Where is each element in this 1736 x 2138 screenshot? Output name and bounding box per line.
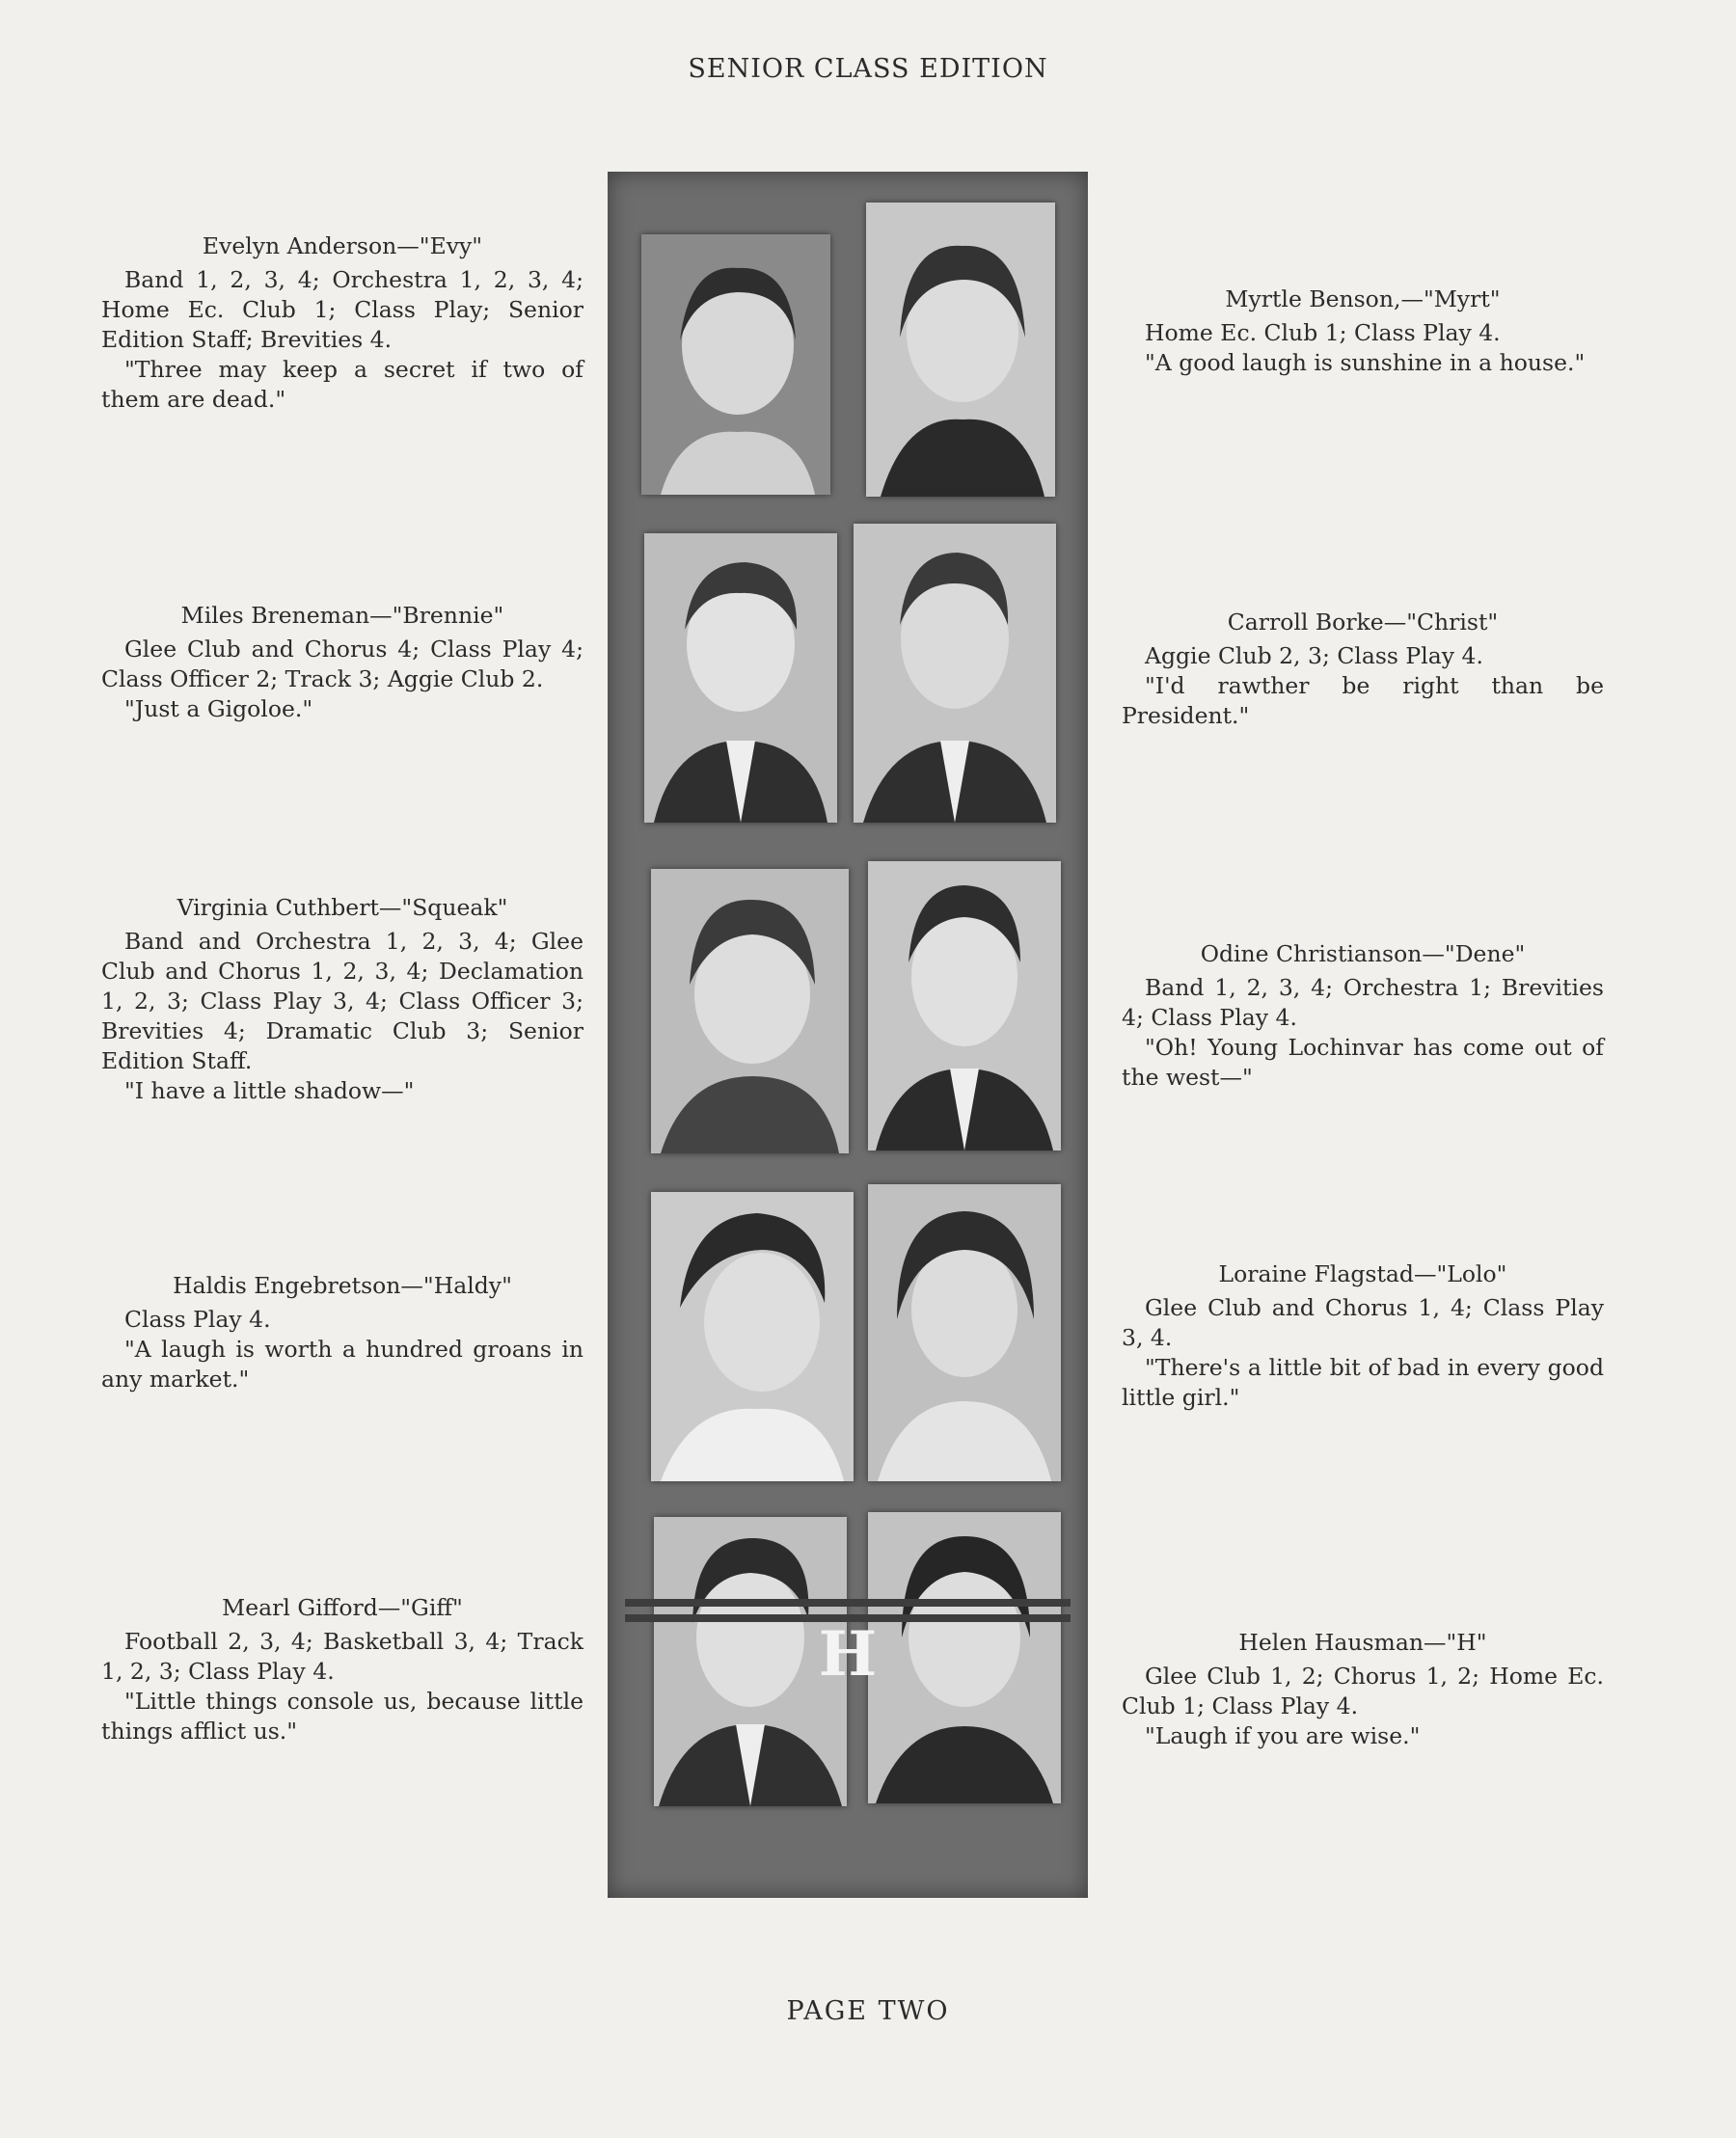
senior-activities: Home Ec. Club 1; Class Play 4. xyxy=(1145,319,1501,346)
senior-bio-miles-breneman xyxy=(101,601,583,724)
senior-quote: "Oh! Young Lochinvar has come out of the west—" xyxy=(1122,1034,1604,1091)
portrait-photo xyxy=(868,1184,1061,1481)
senior-activities: Football 2, 3, 4; Basketball 3, 4; Track 1, 2, 3; Class Play 4. xyxy=(101,1628,583,1685)
senior-bio-carroll-borke xyxy=(1122,608,1604,731)
photo-strip xyxy=(608,172,1088,1898)
senior-bio-mearl-gifford xyxy=(101,1593,583,1746)
strip-border-bar xyxy=(625,1599,1071,1607)
senior-bio-odine-christianson xyxy=(1122,939,1604,1093)
senior-activities: Glee Club and Chorus 1, 4; Class Play 3, 4. xyxy=(1122,1294,1604,1351)
senior-activities: Band 1, 2, 3, 4; Orchestra 1; Brevities 4; Class Play 4. xyxy=(1122,974,1604,1031)
senior-name: Helen Hausman—"H" xyxy=(1238,1629,1487,1656)
senior-name: Miles Breneman—"Brennie" xyxy=(180,602,504,629)
senior-quote: "Little things console us, because little things afflict us." xyxy=(101,1688,583,1745)
portrait-photo xyxy=(651,869,849,1153)
page-footer: PAGE TWO xyxy=(786,1996,950,2026)
senior-quote: "Three may keep a secret if two of them are dead." xyxy=(101,356,583,413)
senior-name: Evelyn Anderson—"Evy" xyxy=(202,232,483,259)
page-header: SENIOR CLASS EDITION xyxy=(688,54,1048,84)
senior-bio-helen-hausman xyxy=(1122,1628,1604,1751)
portrait-photo xyxy=(641,234,830,495)
senior-activities: Band and Orchestra 1, 2, 3, 4; Glee Club and Chorus 1, 2, 3, 4; Declamation 1, 2, 3; Class Play 3, 4; Class Officer 3; Brevities 4; Dramatic Club 3; Senior Edition Staff. xyxy=(101,928,583,1074)
senior-name: Loraine Flagstad—"Lolo" xyxy=(1218,1260,1507,1287)
senior-bio-myrtle-benson xyxy=(1122,284,1604,378)
portrait-photo xyxy=(868,861,1061,1150)
portrait-photo xyxy=(651,1192,854,1481)
senior-quote: "A laugh is worth a hundred groans in any market." xyxy=(101,1336,583,1393)
senior-bio-loraine-flagstad xyxy=(1122,1259,1604,1413)
school-letter-badge: H xyxy=(818,1618,878,1691)
senior-activities: Class Play 4. xyxy=(124,1306,271,1333)
portrait-photo xyxy=(854,524,1056,823)
senior-quote: "Laugh if you are wise." xyxy=(1145,1722,1421,1749)
senior-name: Myrtle Benson,—"Myrt" xyxy=(1225,285,1501,312)
senior-name: Odine Christianson—"Dene" xyxy=(1200,940,1526,967)
portrait-photo xyxy=(644,533,837,823)
portrait-photo xyxy=(866,203,1055,497)
senior-name: Carroll Borke—"Christ" xyxy=(1227,609,1499,636)
senior-quote: "A good laugh is sunshine in a house." xyxy=(1145,349,1586,376)
senior-activities: Aggie Club 2, 3; Class Play 4. xyxy=(1145,642,1483,669)
senior-name: Haldis Engebretson—"Haldy" xyxy=(173,1272,512,1299)
senior-name: Mearl Gifford—"Giff" xyxy=(222,1594,463,1621)
senior-activities: Band 1, 2, 3, 4; Orchestra 1, 2, 3, 4; Home Ec. Club 1; Class Play; Senior Edition Staff; Brevities 4. xyxy=(101,266,583,353)
senior-activities: Glee Club 1, 2; Chorus 1, 2; Home Ec. Club 1; Class Play 4. xyxy=(1122,1663,1604,1719)
senior-bio-virginia-cuthbert xyxy=(101,893,583,1106)
senior-quote: "Just a Gigoloe." xyxy=(124,695,313,722)
senior-quote: "I'd rawther be right than be President." xyxy=(1122,672,1604,729)
senior-name: Virginia Cuthbert—"Squeak" xyxy=(176,894,508,921)
senior-activities: Glee Club and Chorus 4; Class Play 4; Class Officer 2; Track 3; Aggie Club 2. xyxy=(101,636,583,692)
senior-quote: "I have a little shadow—" xyxy=(124,1077,415,1104)
senior-bio-evelyn-anderson xyxy=(101,231,583,415)
senior-quote: "There's a little bit of bad in every good little girl." xyxy=(1122,1354,1604,1411)
senior-bio-haldis-engebretson xyxy=(101,1271,583,1394)
